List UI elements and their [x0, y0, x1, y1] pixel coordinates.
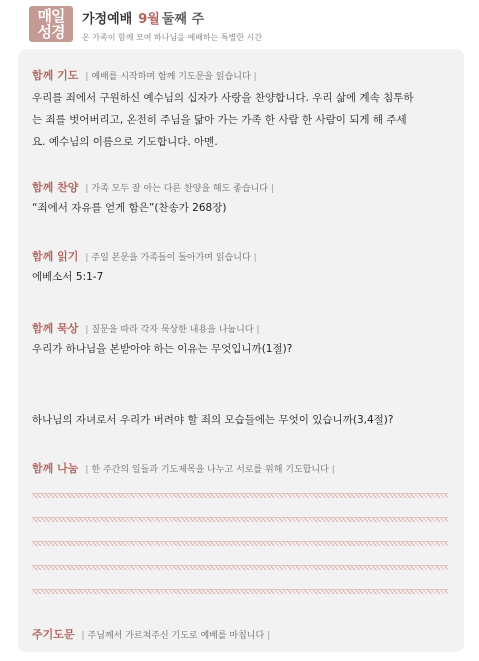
worship-card: [18, 49, 464, 652]
reading-text: 에베소서 5:1-7: [32, 271, 104, 283]
note-line: [32, 493, 448, 498]
praise-title: 함께 찬양: [32, 181, 79, 194]
note-line: [32, 565, 448, 570]
meditation-title: 함께 묵상: [32, 322, 79, 335]
note-line: [32, 541, 448, 546]
page-title: [82, 8, 204, 27]
sharing-title: 함께 나눔: [32, 462, 79, 475]
lords-prayer-title: 주기도문: [32, 628, 75, 641]
section-prayer-heading: 함께 기도 | 예배를 시작하며 함께 기도문을 읽습니다 |: [32, 69, 257, 82]
section-meditation-heading: 함께 묵상 | 질문을 따라 각자 묵상한 내용을 나눕니다 |: [32, 322, 260, 335]
lords-prayer-desc: 주님께서 가르쳐주신 기도로 예배를 마칩니다: [87, 631, 265, 641]
week-number: 9월: [138, 12, 160, 27]
prayer-line: 우리를 죄에서 구원하신 예수님의 십자가 사랑을 찬양합니다. 우리 삶에 계속 침투하: [32, 92, 414, 104]
prayer-line: 요. 예수님의 이름으로 기도합니다. 아멘.: [32, 136, 218, 148]
prayer-line: 는 죄를 벗어버리고, 온전히 주님을 닮아 가는 가족 한 사람 한 사람이 되게 해 주세: [32, 114, 407, 126]
note-line: [32, 589, 448, 594]
praise-text: “죄에서 자유를 얻게 함은”(찬송가 268장): [32, 202, 227, 214]
prayer-desc: 예배를 시작하며 함께 기도문을 읽습니다: [91, 72, 251, 82]
reading-title: 함께 읽기: [32, 250, 79, 263]
meditation-question-1: 우리가 하나님을 본받아야 하는 이유는 무엇입니까(1절)?: [32, 343, 293, 355]
week-label: 둘째 주: [161, 12, 205, 27]
prayer-text: [32, 87, 414, 153]
page-subtitle: 온 가족이 함께 모여 하나님을 예배하는 특별한 시간: [82, 33, 263, 42]
title-text: 가정예배: [82, 12, 133, 27]
prayer-title: 함께 기도: [32, 69, 79, 82]
logo-line1: 매일: [37, 7, 65, 25]
note-line: [32, 517, 448, 522]
logo-line2: 성경: [37, 23, 65, 41]
logo: [29, 6, 73, 42]
meditation-question-2: 하나님의 자녀로서 우리가 버려야 할 죄의 모습들에는 무엇이 있습니까(3,4절)?: [32, 414, 394, 426]
sharing-desc: 한 주간의 일들과 기도제목을 나누고 서로를 위해 기도합니다: [91, 465, 329, 475]
section-reading-heading: 함께 읽기 | 주일 본문을 가족들이 돌아가며 읽습니다 |: [32, 250, 257, 263]
praise-desc: 가족 모두 잘 아는 다른 찬양을 해도 좋습니다: [91, 184, 268, 194]
section-praise-heading: 함께 찬양 | 가족 모두 잘 아는 다른 찬양을 해도 좋습니다 |: [32, 181, 274, 194]
section-lords-prayer-heading: 주기도문 | 주님께서 가르쳐주신 기도로 예배를 마칩니다 |: [32, 628, 271, 641]
section-sharing-heading: 함께 나눔 | 한 주간의 일들과 기도제목을 나누고 서로를 위해 기도합니다 |: [32, 462, 335, 475]
reading-desc: 주일 본문을 가족들이 돌아가며 읽습니다: [91, 253, 251, 263]
meditation-desc: 질문을 따라 각자 묵상한 내용을 나눕니다: [91, 325, 254, 335]
